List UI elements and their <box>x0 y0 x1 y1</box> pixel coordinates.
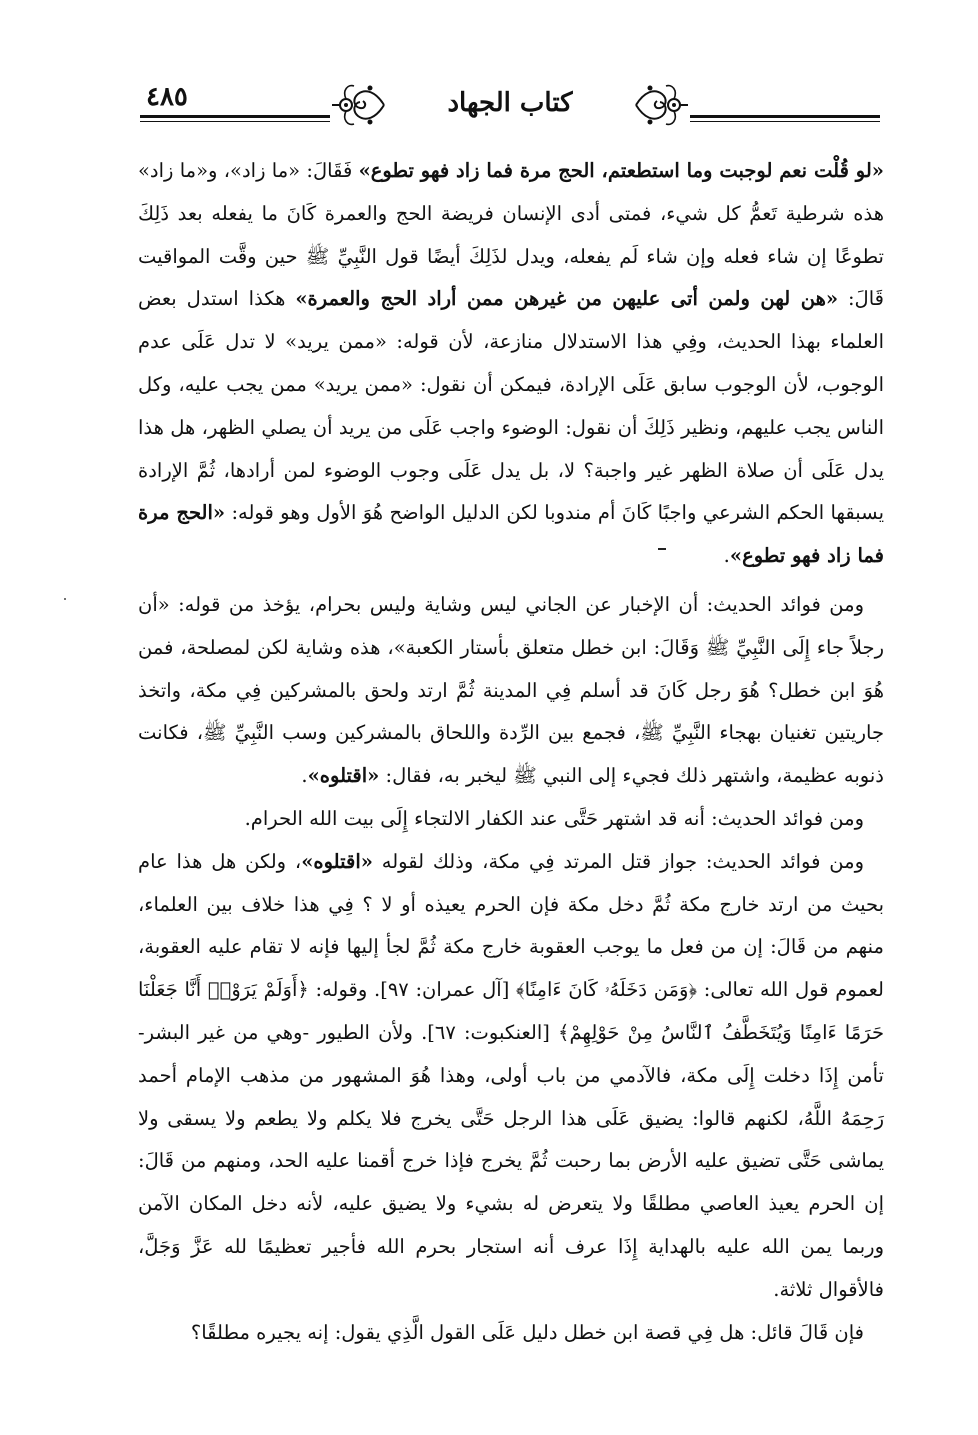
paragraph-2 <box>138 584 884 798</box>
body-text-segment: فإن قَالَ قائل: هل فِي قصة ابن خطل دليل عَلَى القول الَّذِي يقول: إنه يجيره مطلقًا؟ <box>190 1320 864 1344</box>
body-text-segment: ، ولكن هل هذا عام بحيث من ارتد خارج مكة ثُمَّ دخل مكة فإن الحرم يعيذه أو لا ؟ فِي هذا خلاف بين العلماء، منهم من قَالَ: إن من فعل ما يوجب العقوبة خارج مكة ثُمَّ لجأ إليها فإنه لا تقام عليه العقوبة، لعموم قول الله تعالى: ﴿وَمَن دَخَلَهُۥ كَانَ ءَامِنًا﴾ [آل عمران: ٩٧]. وقوله: ﴿أَوَلَمْ يَرَوْا۟ أَنَّا جَعَلْنَا حَرَمًا ءَامِنًا وَيُتَخَطَّفُ ٱلنَّاسُ مِنْ حَوْلِهِمْ﴾ [العنكبوت: ٦٧]. ولأن الطيور -وهي من غير البشر- تأمن إِذَا دخلت إِلَى مكة، فالآدمي من باب أولى، وهذا هُوَ المشهور من مذهب الإمام أحمد رَحِمَهُ اللَّهُ، لكنهم قالوا: يضيق عَلَى هذا الرجل حَتَّى يخرج فلا يكلم ولا يطعم ولا يسقى ولا يماشى حَتَّى تضيق عليه الأرض بما رحبت ثُمَّ يخرج فإذا خرج أقمنا عليه الحد، ومنهم من قَالَ: إن الحرم يعيذ العاصي مطلقًا ولا يتعرض له بشيء ولا يضيق عليه، لأنه دخل المكان الآمن وربما يمن الله عليه بالهداية إِذَا عرف أنه استجار بحرم الله فأجير تعظيمًا لله عَزَّ وَجَلَّ، فالأقوال ثلاثة. <box>138 849 884 1301</box>
stray-dot <box>64 598 66 600</box>
header-title-frame <box>330 80 690 130</box>
body-text-segment: فَقَالَ: «ما زاد»، و«ما زاد» هذه شرطية تَعمُّ كل شيء، فمتى أدى الإنسان فريضة الحج والعمرة كَانَ ما يفعله بعد ذَلِكَ تطوعًا إن شاء فعله وإن شاء لَم يفعله، ويدل لذَلِكَ أيضًا قول النَّبِيِّ ﷺ حين وقَّت المواقيت قَالَ: <box>138 159 884 311</box>
left-floral-ornament-icon <box>330 80 386 130</box>
body-text-segment: ومن فوائد الحديث: جواز قتل المرتد فِي مكة، وذلك لقوله <box>372 849 864 873</box>
header-title: كتاب الجهاد <box>447 88 573 118</box>
paragraph-1 <box>138 150 884 578</box>
body-text-segment: . <box>301 764 308 788</box>
body-text-segment: هكذا استدل بعض العلماء بهذا الحديث، وفِي هذا الاستدلال منازعة، لأن قوله: «ممن يريد» لا تدل عَلَى عدم الوجوب، لأن الوجوب سابق عَلَى الإرادة، فيمكن أن نقول: «ممن يريد» ممن يجب عليه، وكل الناس يجب عليهم، ونظير ذَلِكَ أن نقول: الوضوء واجب عَلَى من يريد أن يصلي الظهر، هل هذا يدل عَلَى أن صلاة الظهر غير واجبة؟ لا، بل يدل عَلَى وجوب الوضوء لمن أرادها، ثُمَّ الإرادة يسبقها الحكم الشرعي واجبًا كَانَ أم مندوبا لكن الدليل الواضح هُوَ الأول وهو قوله: <box>138 287 884 525</box>
body-text <box>138 150 884 1354</box>
hadith-quote: «اقتلوه» <box>301 849 373 873</box>
page-number: ٤٨٥ <box>140 80 194 114</box>
body-text-segment: ومن فوائد الحديث: أنه قد اشتهر حَتَّى عند الكفار الالتجاء إِلَى بيت الله الحرام. <box>244 806 864 830</box>
page-header <box>140 80 880 130</box>
hadith-quote: «هن لهن ولمن أتى عليهن من غيرهن ممن أراد الحج والعمرة» <box>295 287 839 311</box>
paragraph-3 <box>138 798 884 841</box>
paragraph-4 <box>138 841 884 1312</box>
hadith-quote: «اقتلوه» <box>307 764 380 788</box>
hadith-quote: «لو قُلْت نعم لوجبت وما استطعتم، الحج مرة فما زاد فهو تطوع» <box>358 159 884 182</box>
paragraph-5 <box>138 1312 884 1355</box>
body-text-segment: ومن فوائد الحديث: أن الإخبار عن الجاني ليس وشاية وليس بحرام، يؤخذ من قوله: «أن رجلاً جاء إِلَى النَّبِيِّ ﷺ وَقَالَ: ابن خطل متعلق بأستار الكعبة»، هذه وشاية لكن لمصلحة، فمن هُوَ ابن خطل؟ هُوَ رجل كَانَ قد أسلم فِي المدينة ثُمَّ ارتد ولحق بالمشركين فِي مكة، واتخذ جاريتين تغنيان بهجاء النَّبِيِّ ﷺ، فجمع بين الرِّدة واللحاق بالمشركين وسب النَّبِيِّ ﷺ، فكانت ذنوبه عظيمة، واشتهر ذلك فجيء إلى النبي ﷺ ليخبر به، فقال: <box>138 592 884 788</box>
right-floral-ornament-icon <box>634 80 690 130</box>
hadith-quote: «الحج مرة فما زاد فهو تطوع» <box>138 501 884 568</box>
stray-mark <box>658 548 666 550</box>
body-text-segment: . <box>723 544 730 568</box>
